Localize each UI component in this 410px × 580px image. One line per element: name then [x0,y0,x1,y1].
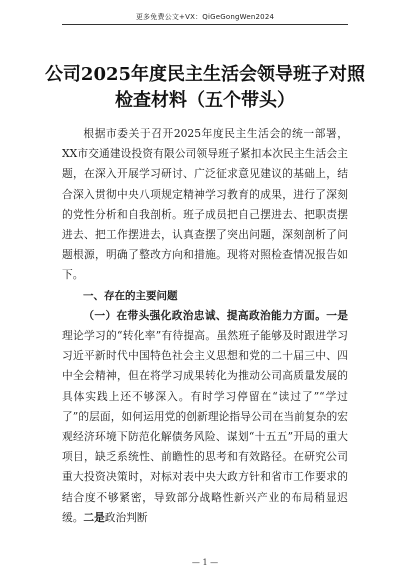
intro-paragraph: 根据市委关于召开2025年度民主生活会的统一部署，XX市交通建设投资有限公司领导班子紧扣本次民主生活会主题，在深入开展学习研讨、广泛征求意见建议的基础上，结合深入贯彻中央八项规定精神学习教育的成果，进行了深刻的党性分析和自我剖析。班子成员把自己摆进去、把职责摆进去、把工作摆进去，认真查摆了突出问题，深刻剖析了问题根源，明确了整改方向和措施。现将对照检查情况报告如下。 [62,127,348,282]
point-1-text: 理论学习的“转化率”有待提高。虽然班子能够及时跟进学习习近平新时代中国特色社会主义思想和党的二十届三中、四中全会精神，但在将学习成果转化为推动公司高质量发展的具体实践上还不够深入。有时学习停留在“读过了”“学过了”的层面，如何运用党的创新理论指导公司在当前复杂的宏观经济环境下防范化解债务风险、谋划“十五五”开局的重大项目，缺乏系统性、前瞻性的思考和有效路径。在研究公司重大投资决策时，对标对表中央大政方针和省市工作要求的结合度不够紧密，导致部分战略性新兴产业的布局稍显迟缓。 [62,329,348,524]
header-rule [62,24,348,25]
point-1-label: 一是 [326,308,348,322]
document-body [62,124,348,528]
document-title [40,62,370,114]
subsection-heading: （一）在带头强化政治忠诚、提高政治能力方面。 [83,308,327,322]
title-line-2: 检查材料（五个带头） [115,90,295,111]
point-2-text: 政治判断 [104,510,148,524]
point-2-label: 二是 [83,510,105,524]
subsection-paragraph [62,306,348,528]
page-number: — 1 — [191,558,219,567]
title-line-1: 公司2025年度民主生活会领导班子对照 [44,64,366,85]
section-heading: 一、存在的主要问题 [83,289,178,302]
page-header: 更多免费公文+VX：QiGeGongWen2024 [135,13,275,21]
